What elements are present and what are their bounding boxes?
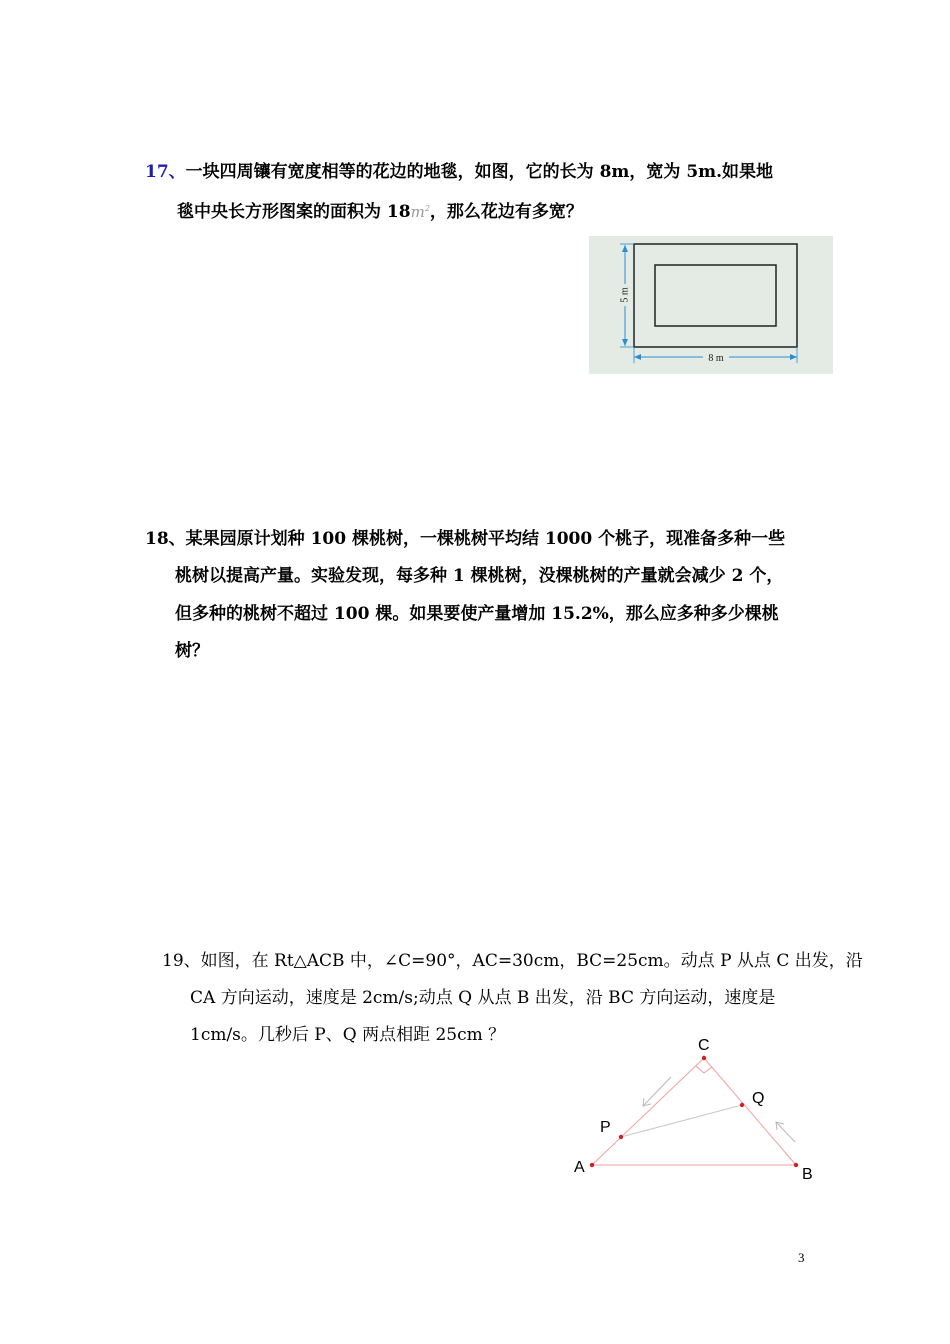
q17-text-line2a: 毯中央长方形图案的面积为 18 <box>177 202 411 222</box>
point-b <box>794 1163 798 1167</box>
q17-text-line2b: ，那么花边有多宽？ <box>429 202 583 222</box>
point-c <box>702 1056 706 1060</box>
right-angle-mark <box>696 1066 712 1073</box>
side-ac <box>592 1058 704 1165</box>
q17-line2 <box>177 198 583 223</box>
point-a <box>590 1163 594 1167</box>
q17-text-line1: 一块四周镶有宽度相等的花边的地毯，如图，它的长为 8m，宽为 5m.如果地 <box>185 162 774 182</box>
arrow-p-direction <box>643 1077 671 1106</box>
triangle-figure <box>560 1030 840 1190</box>
page-number: 3 <box>798 1250 805 1265</box>
q18-line2: 桃树以提高产量。实验发现，每多种 1 棵桃树，没棵桃树的产量就会减少 2 个， <box>175 566 784 586</box>
q18-line3: 但多种的桃树不超过 100 棵。如果要使产量增加 15.2%，那么应多种多少棵桃 <box>175 604 779 624</box>
width-label: 8 m <box>708 353 724 364</box>
q17-unit: $m^2$ <box>410 203 430 221</box>
q18-line4: 树？ <box>175 641 209 661</box>
q17-line1 <box>145 161 773 183</box>
label-q: Q <box>752 1090 765 1107</box>
point-q <box>740 1103 744 1107</box>
q19-line2: CA 方向运动，速度是 2cm/s;动点 Q 从点 B 出发，沿 BC 方向运动，速度是 <box>190 988 776 1008</box>
label-b: B <box>802 1166 813 1183</box>
segment-pq <box>621 1105 742 1137</box>
label-c: C <box>698 1037 710 1054</box>
carpet-figure <box>589 236 833 374</box>
q18-line1: 18、某果园原计划种 100 棵桃树，一棵桃树平均结 1000 个桃子，现准备多种一些 <box>145 529 786 549</box>
q19-line1: 19、如图，在 Rt△ACB 中，∠C=90°，AC=30cm，BC=25cm。动点 P 从点 C 出发，沿 <box>162 951 863 971</box>
label-a: A <box>574 1159 585 1176</box>
arrow-q-direction <box>776 1122 795 1142</box>
q17-number: 17、 <box>145 162 186 182</box>
height-label: 5 m <box>619 287 631 303</box>
point-p <box>619 1135 623 1139</box>
q19-line3: 1cm/s。几秒后 P、Q 两点相距 25cm ？ <box>190 1025 506 1045</box>
label-p: P <box>600 1119 611 1136</box>
